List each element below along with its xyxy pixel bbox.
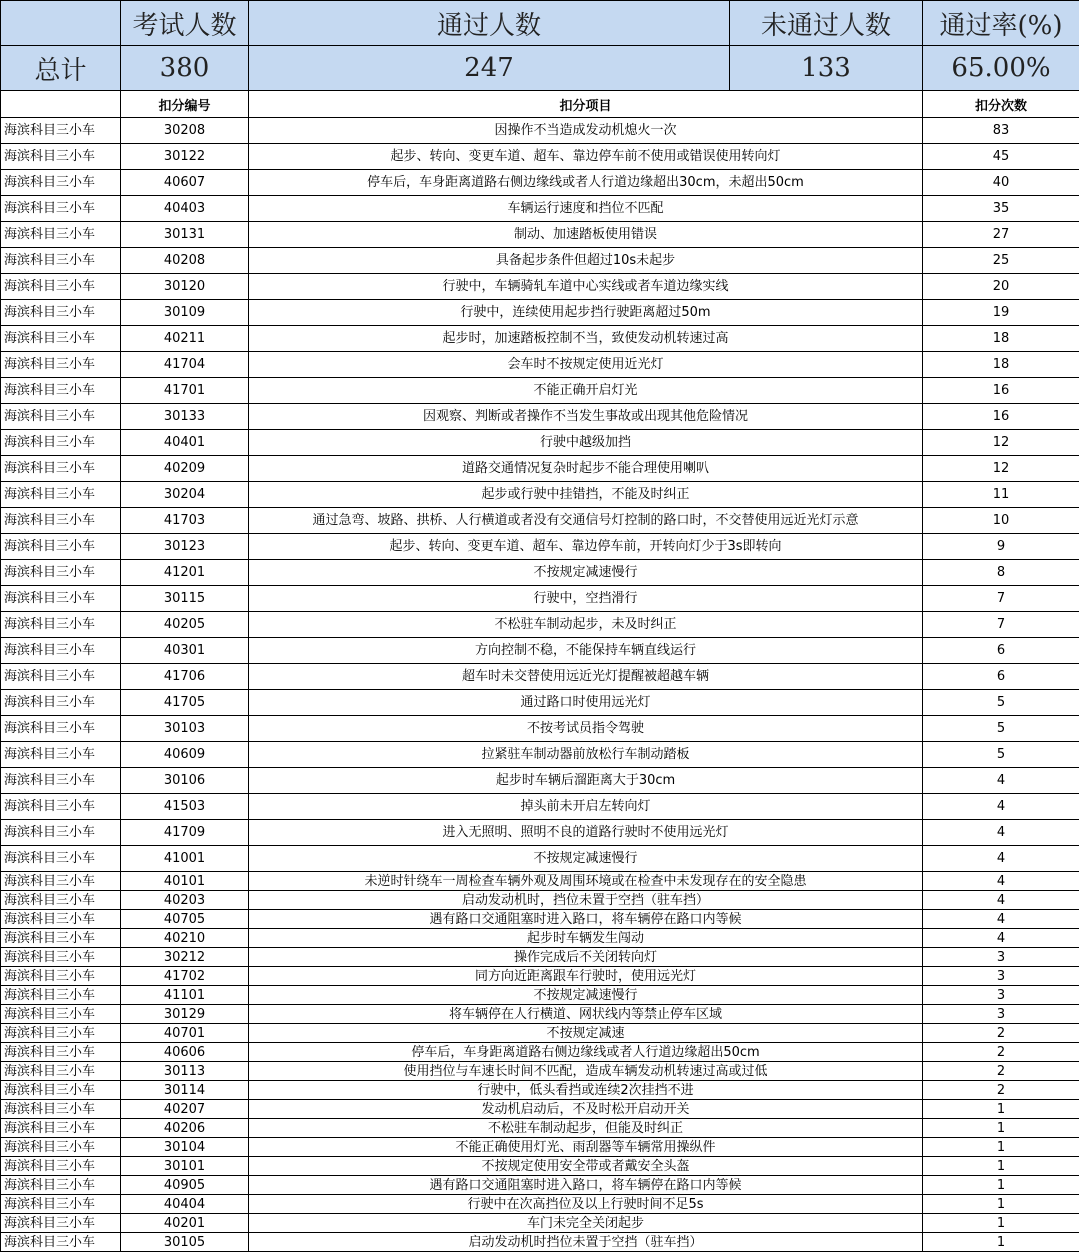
row-region: 海滨科目三小车 [1, 742, 121, 768]
row-item: 起步或行驶中挂错挡，不能及时纠正 [249, 482, 923, 508]
row-region: 海滨科目三小车 [1, 846, 121, 872]
table-row [1, 482, 1079, 508]
row-code: 40209 [121, 456, 249, 482]
row-item: 发动机启动后，不及时松开启动开关 [249, 1100, 923, 1119]
row-count: 1 [923, 1138, 1079, 1157]
column-header-item: 扣分项目 [249, 91, 923, 118]
row-code: 40403 [121, 196, 249, 222]
table-row [1, 872, 1079, 891]
row-region: 海滨科目三小车 [1, 1157, 121, 1176]
row-count: 16 [923, 378, 1079, 404]
table-row [1, 1176, 1079, 1195]
row-region: 海滨科目三小车 [1, 794, 121, 820]
row-code: 41709 [121, 820, 249, 846]
row-code: 40609 [121, 742, 249, 768]
table-row [1, 1024, 1079, 1043]
row-region: 海滨科目三小车 [1, 274, 121, 300]
row-code: 40208 [121, 248, 249, 274]
summary-total-row [1, 46, 1079, 91]
row-region: 海滨科目三小车 [1, 664, 121, 690]
row-code: 41101 [121, 986, 249, 1005]
row-region: 海滨科目三小车 [1, 1024, 121, 1043]
row-count: 7 [923, 586, 1079, 612]
summary-header-empty [1, 1, 121, 46]
row-item: 会车时不按规定使用近光灯 [249, 352, 923, 378]
table-row [1, 664, 1079, 690]
row-code: 30204 [121, 482, 249, 508]
row-region: 海滨科目三小车 [1, 1081, 121, 1100]
table-row [1, 768, 1079, 794]
row-code: 40607 [121, 170, 249, 196]
table-row [1, 456, 1079, 482]
row-code: 40207 [121, 1100, 249, 1119]
table-row [1, 1043, 1079, 1062]
row-count: 4 [923, 929, 1079, 948]
table-row [1, 910, 1079, 929]
row-item: 不按规定使用安全带或者戴安全头盔 [249, 1157, 923, 1176]
total-exam-count: 380 [121, 46, 249, 91]
deduction-table [0, 90, 1079, 1252]
row-region: 海滨科目三小车 [1, 560, 121, 586]
table-row [1, 248, 1079, 274]
row-region: 海滨科目三小车 [1, 326, 121, 352]
row-item: 不按规定减速慢行 [249, 846, 923, 872]
table-row [1, 612, 1079, 638]
table-row [1, 1062, 1079, 1081]
row-item: 停车后，车身距离道路右侧边缘线或者人行道边缘超出50cm [249, 1043, 923, 1062]
row-region: 海滨科目三小车 [1, 378, 121, 404]
row-region: 海滨科目三小车 [1, 929, 121, 948]
row-region: 海滨科目三小车 [1, 820, 121, 846]
row-item: 通过急弯、坡路、拱桥、人行横道或者没有交通信号灯控制的路口时，不交替使用远近光灯示意 [249, 508, 923, 534]
row-code: 40701 [121, 1024, 249, 1043]
row-count: 5 [923, 742, 1079, 768]
table-row [1, 404, 1079, 430]
row-region: 海滨科目三小车 [1, 716, 121, 742]
row-code: 30109 [121, 300, 249, 326]
table-row [1, 378, 1079, 404]
row-item: 不按规定减速慢行 [249, 560, 923, 586]
row-region: 海滨科目三小车 [1, 638, 121, 664]
row-code: 40404 [121, 1195, 249, 1214]
row-code: 30123 [121, 534, 249, 560]
row-item: 起步时，加速踏板控制不当，致使发动机转速过高 [249, 326, 923, 352]
summary-header-exam-count: 考试人数 [121, 1, 249, 46]
row-region: 海滨科目三小车 [1, 967, 121, 986]
row-region: 海滨科目三小车 [1, 1100, 121, 1119]
summary-table [0, 0, 1079, 91]
column-header-code: 扣分编号 [121, 91, 249, 118]
row-item: 不按规定减速慢行 [249, 986, 923, 1005]
row-code: 41001 [121, 846, 249, 872]
summary-header-failed: 未通过人数 [730, 1, 923, 46]
row-code: 30212 [121, 948, 249, 967]
column-header-count: 扣分次数 [923, 91, 1079, 118]
row-item: 未逆时针绕车一周检查车辆外观及周围环境或在检查中未发现存在的安全隐患 [249, 872, 923, 891]
row-count: 1 [923, 1119, 1079, 1138]
table-row [1, 222, 1079, 248]
row-count: 20 [923, 274, 1079, 300]
row-item: 操作完成后不关闭转向灯 [249, 948, 923, 967]
row-code: 41701 [121, 378, 249, 404]
table-row [1, 820, 1079, 846]
row-region: 海滨科目三小车 [1, 1062, 121, 1081]
table-row [1, 300, 1079, 326]
row-count: 10 [923, 508, 1079, 534]
row-count: 12 [923, 430, 1079, 456]
row-code: 30101 [121, 1157, 249, 1176]
row-code: 40401 [121, 430, 249, 456]
row-code: 30114 [121, 1081, 249, 1100]
table-row [1, 891, 1079, 910]
row-region: 海滨科目三小车 [1, 404, 121, 430]
row-region: 海滨科目三小车 [1, 144, 121, 170]
row-code: 40905 [121, 1176, 249, 1195]
row-item: 方向控制不稳，不能保持车辆直线运行 [249, 638, 923, 664]
row-item: 行驶中在次高挡位及以上行驶时间不足5s [249, 1195, 923, 1214]
table-row [1, 846, 1079, 872]
row-count: 1 [923, 1195, 1079, 1214]
row-count: 8 [923, 560, 1079, 586]
row-code: 41705 [121, 690, 249, 716]
row-code: 30208 [121, 118, 249, 144]
row-code: 40101 [121, 872, 249, 891]
row-item: 启动发动机时挡位未置于空挡（驻车挡） [249, 1233, 923, 1252]
table-row [1, 1100, 1079, 1119]
table-row [1, 1138, 1079, 1157]
row-item: 使用挡位与车速长时间不匹配，造成车辆发动机转速过高或过低 [249, 1062, 923, 1081]
row-code: 30133 [121, 404, 249, 430]
row-item: 行驶中越级加挡 [249, 430, 923, 456]
total-label: 总计 [1, 46, 121, 91]
row-count: 3 [923, 1005, 1079, 1024]
table-row [1, 352, 1079, 378]
table-row [1, 1081, 1079, 1100]
row-count: 4 [923, 891, 1079, 910]
table-row [1, 986, 1079, 1005]
row-region: 海滨科目三小车 [1, 1119, 121, 1138]
row-item: 掉头前未开启左转向灯 [249, 794, 923, 820]
row-region: 海滨科目三小车 [1, 891, 121, 910]
row-count: 1 [923, 1233, 1079, 1252]
table-row [1, 1214, 1079, 1233]
table-row [1, 1233, 1079, 1252]
table-row [1, 430, 1079, 456]
row-region: 海滨科目三小车 [1, 248, 121, 274]
row-region: 海滨科目三小车 [1, 118, 121, 144]
row-count: 27 [923, 222, 1079, 248]
deduction-header-row [1, 91, 1079, 118]
row-region: 海滨科目三小车 [1, 586, 121, 612]
row-code: 30129 [121, 1005, 249, 1024]
row-item: 同方向近距离跟车行驶时，使用远光灯 [249, 967, 923, 986]
row-region: 海滨科目三小车 [1, 482, 121, 508]
row-count: 2 [923, 1062, 1079, 1081]
table-row [1, 1119, 1079, 1138]
row-item: 制动、加速踏板使用错误 [249, 222, 923, 248]
row-code: 30103 [121, 716, 249, 742]
row-code: 40606 [121, 1043, 249, 1062]
row-count: 5 [923, 716, 1079, 742]
row-region: 海滨科目三小车 [1, 910, 121, 929]
table-row [1, 690, 1079, 716]
row-item: 行驶中，车辆骑轧车道中心实线或者车道边缘实线 [249, 274, 923, 300]
row-region: 海滨科目三小车 [1, 768, 121, 794]
row-item: 因操作不当造成发动机熄火一次 [249, 118, 923, 144]
row-code: 30115 [121, 586, 249, 612]
row-count: 2 [923, 1024, 1079, 1043]
table-row [1, 948, 1079, 967]
table-row [1, 1005, 1079, 1024]
row-item: 行驶中，低头看挡或连续2次挂挡不进 [249, 1081, 923, 1100]
row-item: 遇有路口交通阻塞时进入路口，将车辆停在路口内等候 [249, 1176, 923, 1195]
row-code: 40201 [121, 1214, 249, 1233]
table-row [1, 534, 1079, 560]
table-row [1, 196, 1079, 222]
row-item: 不能正确开启灯光 [249, 378, 923, 404]
row-item: 因观察、判断或者操作不当发生事故或出现其他危险情况 [249, 404, 923, 430]
summary-header-passed: 通过人数 [249, 1, 730, 46]
row-code: 41704 [121, 352, 249, 378]
row-item: 行驶中，空挡滑行 [249, 586, 923, 612]
row-count: 4 [923, 794, 1079, 820]
row-item: 不松驻车制动起步，未及时纠正 [249, 612, 923, 638]
table-row [1, 144, 1079, 170]
table-row [1, 638, 1079, 664]
row-region: 海滨科目三小车 [1, 170, 121, 196]
table-row [1, 274, 1079, 300]
table-row [1, 118, 1079, 144]
row-region: 海滨科目三小车 [1, 1233, 121, 1252]
row-count: 1 [923, 1100, 1079, 1119]
row-count: 4 [923, 872, 1079, 891]
row-count: 12 [923, 456, 1079, 482]
row-count: 3 [923, 967, 1079, 986]
row-count: 19 [923, 300, 1079, 326]
row-code: 41706 [121, 664, 249, 690]
row-code: 40206 [121, 1119, 249, 1138]
row-count: 4 [923, 820, 1079, 846]
table-row [1, 508, 1079, 534]
table-row [1, 716, 1079, 742]
row-code: 30106 [121, 768, 249, 794]
row-count: 1 [923, 1157, 1079, 1176]
row-region: 海滨科目三小车 [1, 612, 121, 638]
row-count: 4 [923, 910, 1079, 929]
row-count: 7 [923, 612, 1079, 638]
row-code: 40203 [121, 891, 249, 910]
row-count: 18 [923, 352, 1079, 378]
row-region: 海滨科目三小车 [1, 196, 121, 222]
deduction-rows [1, 118, 1079, 1252]
row-code: 30113 [121, 1062, 249, 1081]
row-count: 2 [923, 1081, 1079, 1100]
total-passed-count: 247 [249, 46, 730, 91]
row-item: 具备起步条件但超过10s未起步 [249, 248, 923, 274]
total-failed-count: 133 [730, 46, 923, 91]
row-region: 海滨科目三小车 [1, 430, 121, 456]
row-item: 不松驻车制动起步，但能及时纠正 [249, 1119, 923, 1138]
row-item: 遇有路口交通阻塞时进入路口，将车辆停在路口内等候 [249, 910, 923, 929]
row-count: 45 [923, 144, 1079, 170]
table-row [1, 967, 1079, 986]
row-region: 海滨科目三小车 [1, 1005, 121, 1024]
row-item: 停车后，车身距离道路右侧边缘线或者人行道边缘超出30cm，未超出50cm [249, 170, 923, 196]
row-region: 海滨科目三小车 [1, 690, 121, 716]
row-region: 海滨科目三小车 [1, 986, 121, 1005]
row-count: 6 [923, 664, 1079, 690]
row-region: 海滨科目三小车 [1, 1043, 121, 1062]
table-row [1, 586, 1079, 612]
column-header-region [1, 91, 121, 118]
row-item: 启动发动机时，挡位未置于空挡（驻车挡） [249, 891, 923, 910]
row-code: 40205 [121, 612, 249, 638]
row-item: 将车辆停在人行横道、网状线内等禁止停车区域 [249, 1005, 923, 1024]
row-item: 车辆运行速度和挡位不匹配 [249, 196, 923, 222]
row-item: 起步、转向、变更车道、超车、靠边停车前不使用或错误使用转向灯 [249, 144, 923, 170]
row-item: 超车时未交替使用远近光灯提醒被超越车辆 [249, 664, 923, 690]
row-region: 海滨科目三小车 [1, 1214, 121, 1233]
row-region: 海滨科目三小车 [1, 222, 121, 248]
row-count: 5 [923, 690, 1079, 716]
row-item: 通过路口时使用远光灯 [249, 690, 923, 716]
row-region: 海滨科目三小车 [1, 872, 121, 891]
row-item: 行驶中，连续使用起步挡行驶距离超过50m [249, 300, 923, 326]
row-region: 海滨科目三小车 [1, 1176, 121, 1195]
table-row [1, 1157, 1079, 1176]
row-count: 18 [923, 326, 1079, 352]
row-code: 41201 [121, 560, 249, 586]
table-row [1, 170, 1079, 196]
summary-header-row [1, 1, 1079, 46]
row-region: 海滨科目三小车 [1, 456, 121, 482]
row-item: 起步、转向、变更车道、超车、靠边停车前，开转向灯少于3s即转向 [249, 534, 923, 560]
row-region: 海滨科目三小车 [1, 352, 121, 378]
row-count: 16 [923, 404, 1079, 430]
table-row [1, 929, 1079, 948]
row-code: 30104 [121, 1138, 249, 1157]
row-item: 起步时车辆发生闯动 [249, 929, 923, 948]
row-count: 4 [923, 768, 1079, 794]
row-count: 83 [923, 118, 1079, 144]
row-region: 海滨科目三小车 [1, 300, 121, 326]
row-code: 30120 [121, 274, 249, 300]
row-code: 41503 [121, 794, 249, 820]
row-code: 41702 [121, 967, 249, 986]
row-count: 9 [923, 534, 1079, 560]
row-count: 1 [923, 1214, 1079, 1233]
row-count: 4 [923, 846, 1079, 872]
row-region: 海滨科目三小车 [1, 508, 121, 534]
row-count: 35 [923, 196, 1079, 222]
row-count: 40 [923, 170, 1079, 196]
row-code: 40301 [121, 638, 249, 664]
row-item: 不按规定减速 [249, 1024, 923, 1043]
summary-header-pass-rate: 通过率(%) [923, 1, 1079, 46]
row-count: 2 [923, 1043, 1079, 1062]
row-count: 25 [923, 248, 1079, 274]
row-count: 6 [923, 638, 1079, 664]
table-row [1, 1195, 1079, 1214]
row-region: 海滨科目三小车 [1, 948, 121, 967]
row-item: 不按考试员指令驾驶 [249, 716, 923, 742]
table-row [1, 560, 1079, 586]
table-row [1, 794, 1079, 820]
row-item: 拉紧驻车制动器前放松行车制动踏板 [249, 742, 923, 768]
row-item: 进入无照明、照明不良的道路行驶时不使用远光灯 [249, 820, 923, 846]
row-count: 3 [923, 986, 1079, 1005]
row-code: 30122 [121, 144, 249, 170]
table-row [1, 742, 1079, 768]
row-code: 30105 [121, 1233, 249, 1252]
row-count: 1 [923, 1176, 1079, 1195]
row-item: 不能正确使用灯光、雨刮器等车辆常用操纵件 [249, 1138, 923, 1157]
row-code: 41703 [121, 508, 249, 534]
row-region: 海滨科目三小车 [1, 1195, 121, 1214]
row-region: 海滨科目三小车 [1, 534, 121, 560]
row-item: 道路交通情况复杂时起步不能合理使用喇叭 [249, 456, 923, 482]
total-pass-rate: 65.00% [923, 46, 1079, 91]
table-row [1, 326, 1079, 352]
row-item: 车门未完全关闭起步 [249, 1214, 923, 1233]
row-item: 起步时车辆后溜距离大于30cm [249, 768, 923, 794]
row-count: 11 [923, 482, 1079, 508]
row-code: 30131 [121, 222, 249, 248]
row-count: 3 [923, 948, 1079, 967]
row-code: 40705 [121, 910, 249, 929]
row-region: 海滨科目三小车 [1, 1138, 121, 1157]
row-code: 40210 [121, 929, 249, 948]
row-code: 40211 [121, 326, 249, 352]
